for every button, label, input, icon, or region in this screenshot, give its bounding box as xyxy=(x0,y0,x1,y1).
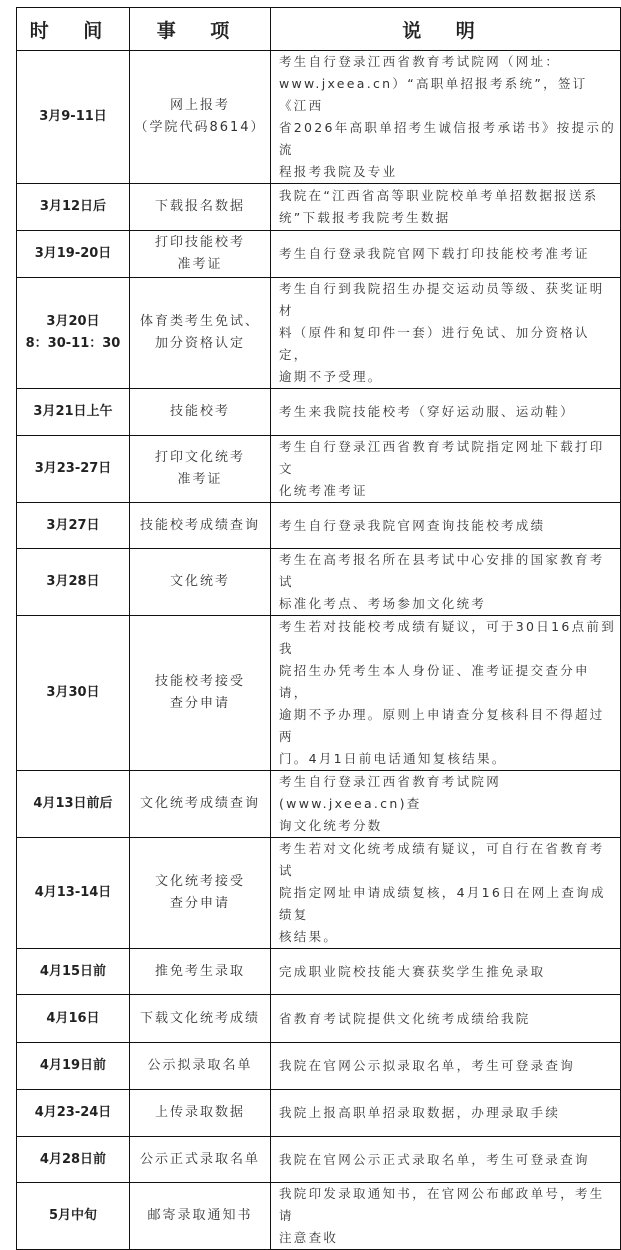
item-cell: 下载文化统考成绩 xyxy=(130,995,271,1043)
description-cell: 考生自行到我院招生办提交运动员等级、获奖证明材 料（原件和复印件一套）进行免试、加分资格认定， 逾期不予受理。 xyxy=(271,278,621,389)
description-cell: 我院在“江西省高等职业院校单考单招数据报送系 统”下载报考我院考生数据 xyxy=(271,184,621,231)
date-cell: 3月23-27日 xyxy=(17,436,130,503)
item-cell: 技能校考接受 查分申请 xyxy=(130,616,271,771)
table-row xyxy=(17,1043,621,1090)
table-row xyxy=(17,616,621,771)
table-row xyxy=(17,436,621,503)
description-cell: 考生自行登录江西省教育考试院网（网址： www.jxeea.cn）“高职单招报考系统”，签订《江西 省2026年高职单招考生诚信报考承诺书》按提示的流 程报考我院及专业 xyxy=(271,51,621,184)
table-row xyxy=(17,1183,621,1250)
description-cell: 省教育考试院提供文化统考成绩给我院 xyxy=(271,995,621,1043)
header-description: 说 明 xyxy=(271,8,621,51)
table-row xyxy=(17,51,621,184)
description-cell: 考生来我院技能校考（穿好运动服、运动鞋） xyxy=(271,389,621,436)
table-row xyxy=(17,549,621,616)
table-row xyxy=(17,1090,621,1137)
description-cell: 考生若对文化统考成绩有疑议，可自行在省教育考试 院指定网址申请成绩复核，4月16日在网上查询成绩复 核结果。 xyxy=(271,838,621,949)
item-cell: 邮寄录取通知书 xyxy=(130,1183,271,1250)
item-cell: 文化统考成绩查询 xyxy=(130,771,271,838)
description-cell: 我院在官网公示正式录取名单，考生可登录查询 xyxy=(271,1137,621,1183)
item-cell: 下载报名数据 xyxy=(130,184,271,231)
description-cell: 考生自行登录江西省教育考试院指定网址下载打印文 化统考准考证 xyxy=(271,436,621,503)
date-cell: 5月中旬 xyxy=(17,1183,130,1250)
table-row xyxy=(17,389,621,436)
description-cell: 考生自行登录江西省教育考试院网(www.jxeea.cn)查 询文化统考分数 xyxy=(271,771,621,838)
date-cell: 4月15日前 xyxy=(17,949,130,995)
description-cell: 考生若对技能校考成绩有疑议，可于30日16点前到我 院招生办凭考生本人身份证、准考证提交查分申请， 逾期不予办理。原则上申请查分复核科目不得超过两 门。4月1日前电话通知复核结果。 xyxy=(271,616,621,771)
date-cell: 3月19-20日 xyxy=(17,231,130,278)
table-row xyxy=(17,503,621,549)
description-cell: 完成职业院校技能大赛获奖学生推免录取 xyxy=(271,949,621,995)
date-cell: 3月21日上午 xyxy=(17,389,130,436)
item-cell: 推免考生录取 xyxy=(130,949,271,995)
admission-schedule-table xyxy=(16,7,621,1250)
table-row xyxy=(17,1137,621,1183)
date-cell: 4月19日前 xyxy=(17,1043,130,1090)
table-row xyxy=(17,949,621,995)
item-cell: 打印文化统考 准考证 xyxy=(130,436,271,503)
table-header-row xyxy=(17,8,621,51)
item-cell: 公示拟录取名单 xyxy=(130,1043,271,1090)
header-item: 事 项 xyxy=(130,8,271,51)
table-row xyxy=(17,771,621,838)
description-cell: 我院印发录取通知书，在官网公布邮政单号，考生请 注意查收 xyxy=(271,1183,621,1250)
date-cell: 3月27日 xyxy=(17,503,130,549)
description-cell: 考生自行登录我院官网下载打印技能校考准考证 xyxy=(271,231,621,278)
table-row xyxy=(17,995,621,1043)
table-row xyxy=(17,278,621,389)
description-cell: 考生在高考报名所在县考试中心安排的国家教育考试 标准化考点、考场参加文化统考 xyxy=(271,549,621,616)
table-row xyxy=(17,184,621,231)
date-cell: 3月30日 xyxy=(17,616,130,771)
date-cell: 4月13日前后 xyxy=(17,771,130,838)
date-cell: 3月12日后 xyxy=(17,184,130,231)
header-time: 时 间 xyxy=(17,8,130,51)
item-cell: 文化统考 xyxy=(130,549,271,616)
item-cell: 网上报考 （学院代码8614） xyxy=(130,51,271,184)
date-cell: 4月13-14日 xyxy=(17,838,130,949)
date-cell: 3月9-11日 xyxy=(17,51,130,184)
description-cell: 我院在官网公示拟录取名单，考生可登录查询 xyxy=(271,1043,621,1090)
item-cell: 打印技能校考 准考证 xyxy=(130,231,271,278)
date-cell: 4月23-24日 xyxy=(17,1090,130,1137)
item-cell: 体育类考生免试、 加分资格认定 xyxy=(130,278,271,389)
item-cell: 公示正式录取名单 xyxy=(130,1137,271,1183)
table-row xyxy=(17,231,621,278)
item-cell: 技能校考成绩查询 xyxy=(130,503,271,549)
description-cell: 考生自行登录我院官网查询技能校考成绩 xyxy=(271,503,621,549)
date-cell: 3月20日 8：30-11：30 xyxy=(17,278,130,389)
date-cell: 3月28日 xyxy=(17,549,130,616)
item-cell: 文化统考接受 查分申请 xyxy=(130,838,271,949)
date-cell: 4月16日 xyxy=(17,995,130,1043)
date-cell: 4月28日前 xyxy=(17,1137,130,1183)
description-cell: 我院上报高职单招录取数据，办理录取手续 xyxy=(271,1090,621,1137)
table-row xyxy=(17,838,621,949)
item-cell: 上传录取数据 xyxy=(130,1090,271,1137)
item-cell: 技能校考 xyxy=(130,389,271,436)
